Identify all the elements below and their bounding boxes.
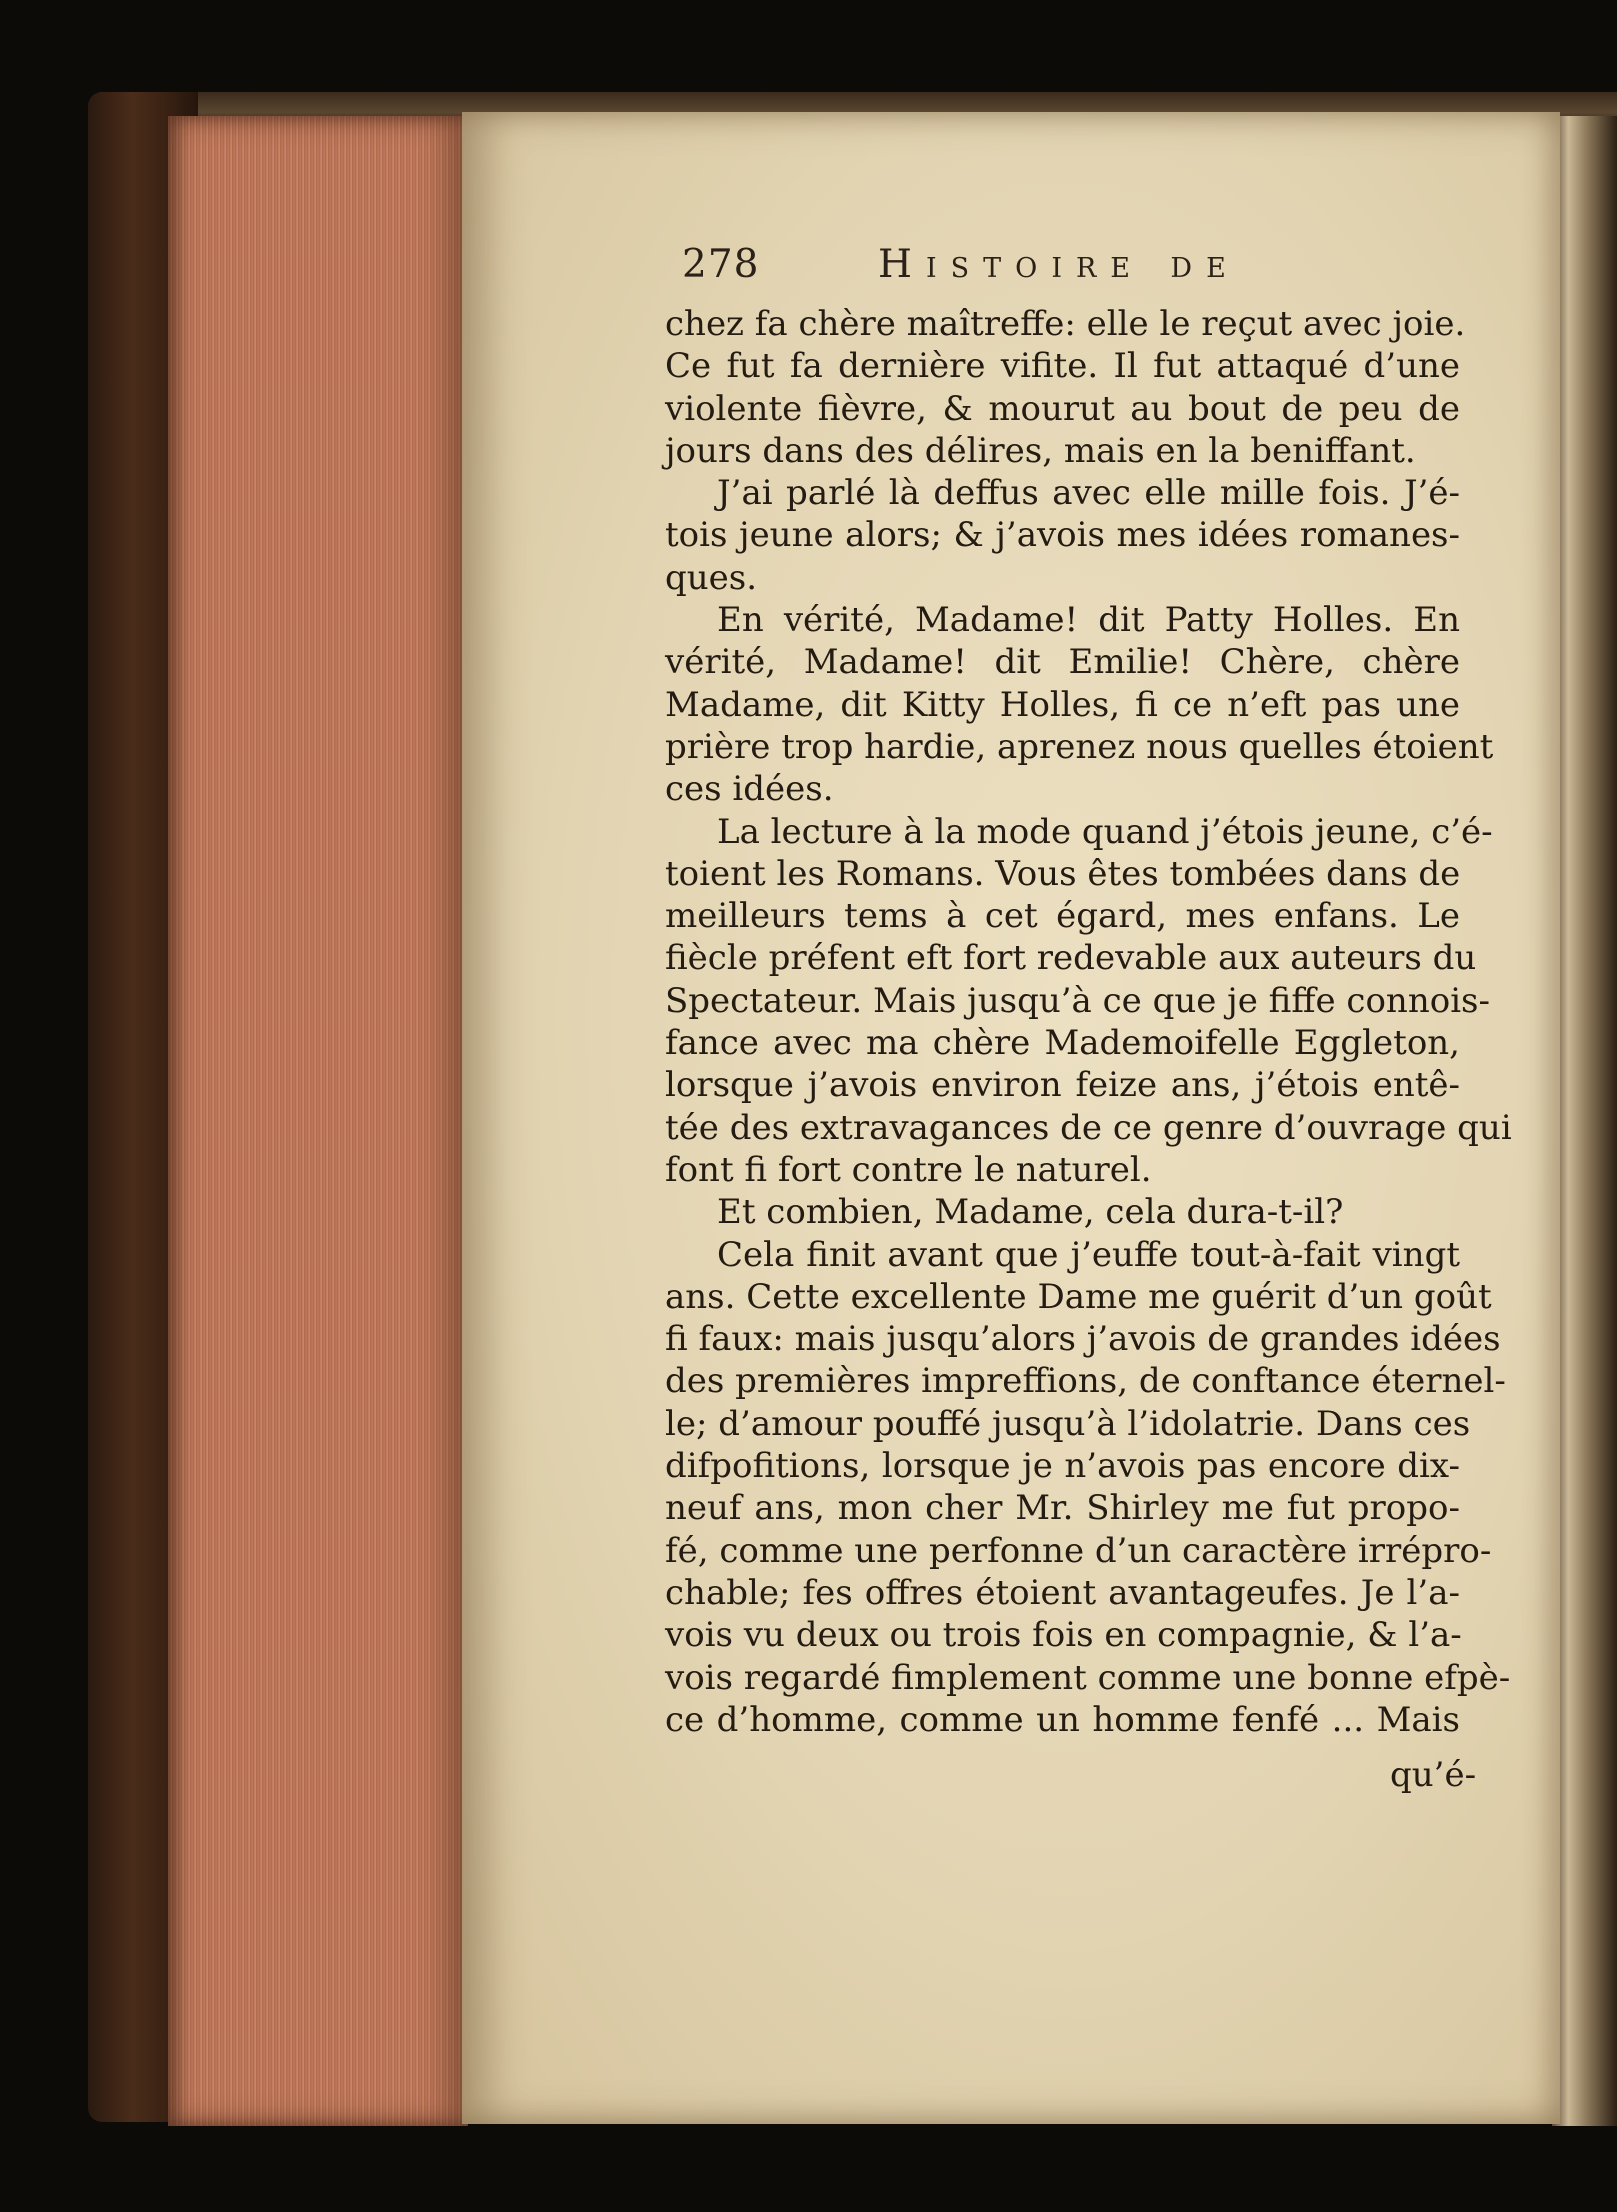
text-line: fance avec ma chère Mademoifelle Eggleton, [665, 1023, 1460, 1064]
gutter-edge [1552, 116, 1617, 2126]
text-line: fi faux: mais jusqu’alors j’avois de grandes idées [665, 1319, 1501, 1360]
body-text [665, 303, 1512, 1741]
text-line: Et combien, Madame, cela dura-t-il? [717, 1192, 1344, 1233]
text-line: tée des extravagances de ce genre d’ouvrage qui [665, 1107, 1512, 1148]
text-line: La lecture à la mode quand j’étois jeune, c’é- [717, 811, 1493, 852]
text-line: Ce fut fa dernière vifite. Il fut attaqué d’une [665, 346, 1460, 387]
text-line: difpofitions, lorsque je n’avois pas encore dix- [665, 1446, 1460, 1487]
text-line: violente fièvre, & mourut au bout de peu de [665, 388, 1460, 429]
text-line: Spectateur. Mais jusqu’à ce que je fiffe connois- [665, 980, 1490, 1021]
running-head: Histoire de [878, 242, 1240, 287]
text-line: tois jeune alors; & j’avois mes idées romanes- [665, 515, 1460, 556]
text-line: font fi fort contre le naturel. [665, 1149, 1152, 1190]
text-line: chez fa chère maîtreffe: elle le reçut avec joie. [665, 304, 1466, 344]
text-line: meilleurs tems à cet égard, mes enfans. Le [665, 896, 1460, 937]
text-line: neuf ans, mon cher Mr. Shirley me fut propo- [665, 1488, 1460, 1529]
text-line: J’ai parlé là deffus avec elle mille fois. J’é- [717, 473, 1460, 514]
text-line: jours dans des délires, mais en la beniffant. [665, 430, 1416, 471]
text-line: Cela finit avant que j’euffe tout-à-fait vingt [717, 1234, 1460, 1275]
text-line: lorsque j’avois environ feize ans, j’étois entê- [665, 1065, 1460, 1106]
text-line: fiècle préfent eft fort redevable aux auteurs du [665, 938, 1477, 979]
text-line: prière trop hardie, aprenez nous quelles étoient [665, 726, 1494, 767]
page-number: 278 [682, 242, 760, 287]
text-line: vérité, Madame! dit Emilie! Chère, chère [665, 642, 1460, 683]
page-header [682, 242, 1502, 302]
text-line: ces idées. [665, 769, 834, 810]
text-line: ce d’homme, comme un homme fenfé ... Mais [665, 1699, 1460, 1740]
text-line: le; d’amour pouffé jusqu’à l’idolatrie. Dans ces [665, 1403, 1471, 1444]
text-line: vois vu deux ou trois fois en compagnie, & l’a- [665, 1615, 1462, 1656]
text-line: fé, comme une perfonne d’un caractère irrépro- [665, 1530, 1492, 1571]
text-line: En vérité, Madame! dit Patty Holles. En [717, 600, 1460, 641]
text-line: ques. [665, 557, 758, 598]
text-line: ans. Cette excellente Dame me guérit d’un goût [665, 1276, 1492, 1317]
text-line: Madame, dit Kitty Holles, fi ce n’eft pas une [665, 684, 1460, 725]
page-edges [168, 116, 468, 2126]
text-line: chable; fes offres étoient avantageufes. Je l’a- [665, 1572, 1460, 1613]
text-line: toient les Romans. Vous êtes tombées dans de [665, 853, 1461, 894]
text-line: des premières impreffions, de conftance éternel- [665, 1361, 1506, 1402]
catchword: qu’é- [1390, 1755, 1477, 1795]
text-line: vois regardé fimplement comme une bonne efpè- [665, 1657, 1511, 1698]
